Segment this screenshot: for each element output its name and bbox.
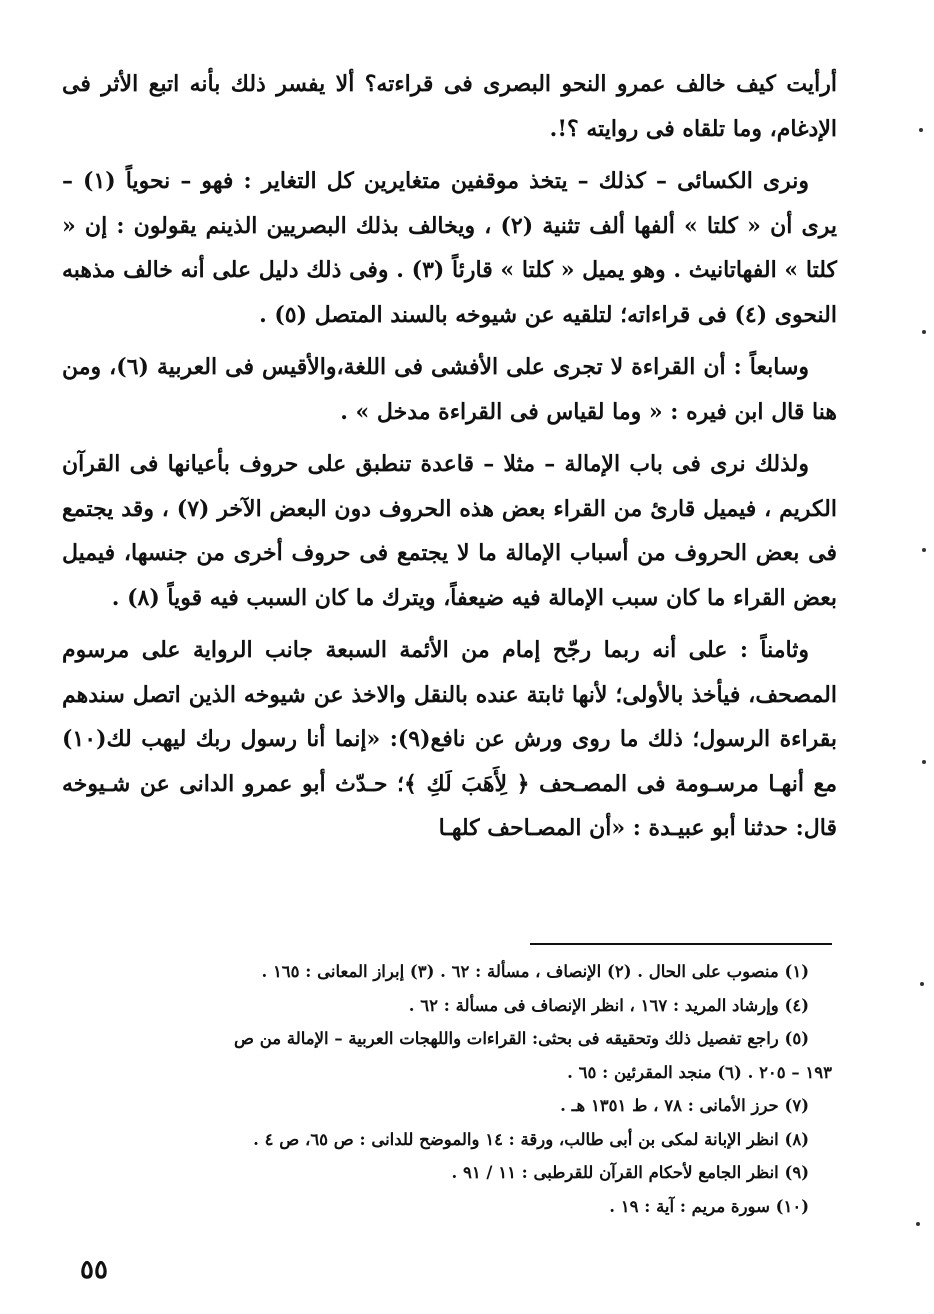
margin-mark: [920, 982, 924, 986]
body-text: [62, 62, 837, 859]
paragraph-3-lead: وسابعاً: [749, 354, 809, 380]
paragraph-5-text: : على أنه ربما رجّح إمام من الأئمة السبعة جانب الرواية على مرسوم المصحف، فيأخذ بالأولى؛ لأنها ثابتة عنده بالنقل والاخذ عن شيوخه الذين اتصل سندهم بقراءة الرسول؛ ذلك ما روى ورش عن نافع(٩): «إنما أنا رسول ربك ليهب لك(١٠) مع أنهـا مرسـومة فى المصـحف ﴿ لِأَهَبَ لَكِ ﴾؛ حـدّث أبو عمرو الدانى عن شـيوخه قال: حدثنا أبو عبيـدة : «أن المصـاحف كلهـا: [62, 637, 838, 841]
margin-mark: [919, 128, 923, 132]
margin-mark: [922, 760, 926, 764]
footnote-line-5: (٧) حرز الأمانى : ٧٨ ، ط ١٣٥١ هـ .: [560, 1096, 809, 1115]
paragraph-5-lead: وثامناً: [760, 637, 809, 663]
paragraph-2: [62, 159, 837, 337]
footnote-line-8: (١٠) سورة مريم : آية : ١٩ .: [609, 1196, 809, 1216]
paragraph-1: [62, 62, 837, 151]
paragraph-2-text: ونرى الكسائى – كذلك – يتخذ موقفين متغايرين كل التغاير : فهو – نحوياً (١) – يرى أن « كلتا » ألفها ألف تثنية (٢) ، ويخالف بذلك البصريين الذينم يقولون : إن « كلتا » الفهاتانيث . وهو يميل « كلتا » قارئاً (٣) . وفى ذلك دليل على أنه خالف مذهبه النحوى (٤) فى قراءاته؛ لتلقيه عن شيوخه بالسند المتصل (٥) .: [62, 168, 837, 328]
paragraph-4: [62, 442, 837, 620]
footnote-line-1: (١) منصوب على الحال . (٢) الإنصاف ، مسألة : ٦٢ . (٣) إبراز المعانى : ١٦٥ .: [261, 962, 809, 981]
page-number: ٥٥: [80, 1255, 108, 1285]
footnotes: [62, 955, 837, 1223]
margin-mark: [922, 548, 926, 552]
paragraph-4-text: ولذلك نرى فى باب الإمالة – مثلا – قاعدة تنطبق على حروف بأعيانها فى القرآن الكريم ، فيميل قارئ من القراء بعض هذه الحروف دون البعض الآخر (٧) ، وقد يجتمع فى بعض الحروف من أسباب الإمالة ما لا يجتمع فى حروف أخرى من جنسها، فيميل بعض القراء ما كان سبب الإمالة فيه ضيعفاً، ويترك ما كان السبب فيه قوياً (٨) .: [62, 451, 837, 611]
margin-mark: [916, 1222, 920, 1226]
footnote-line-7: (٩) انظر الجامع لأحكام القرآن للقرطبى : ١١ / ٩١ .: [451, 1163, 809, 1182]
footnote-line-3: (٥) راجع تفصيل ذلك وتحقيقه فى بحثى: القراءات واللهجات العربية – الإمالة من ص: [234, 1029, 809, 1048]
footnote-line-6: (٨) انظر الإبانة لمكى بن أبى طالب، ورقة : ١٤ والموضح للدانى : ص ٦٥، ص ٤ .: [253, 1129, 809, 1149]
paragraph-5: [62, 628, 837, 851]
footnote-separator: [530, 943, 832, 945]
paragraph-1-text: أرأيت كيف خالف عمرو النحو البصرى فى قراءته؟ ألا يفسر ذلك بأنه اتبع الأثر فى الإدغام، وما تلقاه فى روايته ؟!.: [62, 71, 837, 142]
paragraph-3-text: : أن القراءة لا تجرى على الأفشى فى اللغة،والأقيس فى العربية (٦)، ومن هنا قال ابن فيره : « وما لقياس فى القراءة مدخل » .: [62, 354, 837, 425]
paragraph-3: [62, 345, 837, 434]
footnote-line-4: ١٩٣ – ٢٠٥ . (٦) منجد المقرئين : ٦٥ .: [567, 1062, 832, 1082]
footnote-line-2: (٤) وإرشاد المريد : ١٦٧ ، انظر الإنصاف فى مسألة : ٦٢ .: [408, 995, 809, 1015]
margin-mark: [922, 330, 926, 334]
